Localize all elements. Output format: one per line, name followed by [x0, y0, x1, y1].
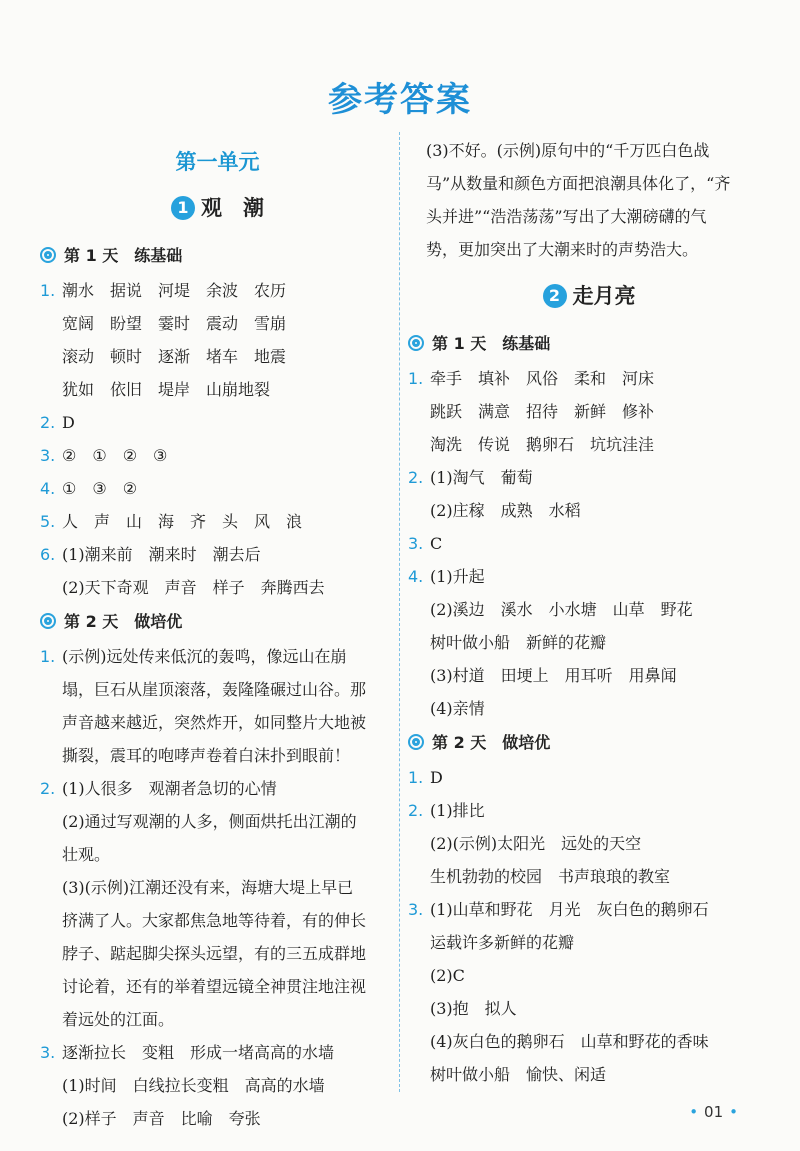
day-heading-label: 第 2 天 做培优	[432, 733, 551, 752]
answer-line: 逐渐拉长 变粗 形成一堵高高的水墙	[62, 1043, 335, 1062]
answer-line: 马”从数量和颜色方面把浪潮具体化了，“齐	[426, 174, 731, 193]
answer-line: 淘洗 传说 鹅卵石 坑坑洼洼	[430, 435, 655, 454]
answer-line: 人 声 山 海 齐 头 风 浪	[62, 512, 303, 531]
answer-line: ② ① ② ③	[62, 446, 168, 465]
answer-line: 塌，巨石从崖顶滚落，轰隆隆碾过山谷。那	[62, 680, 367, 699]
question-number: 1.	[40, 647, 56, 666]
answer-line: (2)C	[430, 966, 465, 985]
answer-line: (3)(示例)江潮还没有来，海塘大堤上早已	[62, 878, 354, 897]
answer-line: 牵手 填补 风俗 柔和 河床	[430, 369, 655, 388]
answer-line: (3)村道 田埂上 用耳听 用鼻闻	[430, 666, 677, 685]
answer-line: (1)淘气 葡萄	[430, 468, 533, 487]
answer-line: (2)样子 声音 比喻 夸张	[62, 1109, 261, 1128]
page-title: 参考答案	[328, 80, 472, 120]
answer-line: ① ③ ②	[62, 479, 138, 498]
question-number: 1.	[408, 768, 424, 787]
question-number: 3.	[40, 1043, 56, 1062]
target-circle-icon	[40, 613, 56, 629]
lesson-number-badge: 1	[171, 196, 195, 220]
day-heading	[408, 729, 770, 757]
question-number: 3.	[408, 900, 424, 919]
question-block	[40, 538, 395, 604]
question-block	[40, 406, 395, 439]
target-circle-icon	[408, 335, 424, 351]
answer-line: (2)溪边 溪水 小水塘 山草 野花	[430, 600, 693, 619]
question-number: 5.	[40, 512, 56, 531]
bullet-dot-icon: •	[689, 1103, 699, 1121]
answer-line: 树叶做小船 愉快、闲适	[430, 1065, 607, 1084]
answer-line: (1)升起	[430, 567, 485, 586]
question-block	[40, 472, 395, 505]
question-number: 2.	[40, 779, 56, 798]
answer-line: 犹如 依旧 堤岸 山崩地裂	[62, 380, 271, 399]
question-number: 3.	[408, 534, 424, 553]
unit-title: 第一单元	[175, 150, 260, 174]
answer-line: (1)人很多 观潮者急切的心情	[62, 779, 277, 798]
answer-line: 树叶做小船 新鲜的花瓣	[430, 633, 607, 652]
question-number: 2.	[40, 413, 56, 432]
question-block	[40, 640, 395, 772]
question-number: 2.	[408, 801, 424, 820]
answer-line: (2)庄稼 成熟 水稻	[430, 501, 581, 520]
answer-line: (1)山草和野花 月光 灰白色的鹅卵石	[430, 900, 709, 919]
answer-line: 挤满了人。大家都焦急地等待着，有的伸长	[62, 911, 367, 930]
answer-line: 讨论着，还有的举着望远镜全神贯注地注视	[62, 977, 367, 996]
question-block	[40, 505, 395, 538]
lesson-number-badge: 2	[543, 284, 567, 308]
question-block	[408, 461, 770, 527]
page-number	[683, 1103, 744, 1121]
question-number: 2.	[408, 468, 424, 487]
question-block	[408, 362, 770, 461]
day-heading	[408, 330, 770, 358]
answer-line: (示例)远处传来低沉的轰鸣，像远山在崩	[62, 647, 347, 666]
answer-line: 滚动 顿时 逐渐 堵车 地震	[62, 347, 287, 366]
answer-line: D	[62, 413, 75, 432]
question-number: 1.	[408, 369, 424, 388]
answer-line: 潮水 据说 河堤 余波 农历	[62, 281, 287, 300]
answer-line: (2)通过写观潮的人多，侧面烘托出江潮的	[62, 812, 357, 831]
column-divider	[399, 132, 400, 1092]
answer-line: 宽阔 盼望 霎时 震动 雪崩	[62, 314, 287, 333]
question-block	[408, 527, 770, 560]
answer-line: 头并进”“浩浩荡荡”写出了大潮磅礴的气	[426, 207, 707, 226]
answer-line: C	[430, 534, 443, 553]
answer-line: 生机勃勃的校园 书声琅琅的教室	[430, 867, 671, 886]
right-column	[408, 132, 770, 1091]
lesson-name: 走月亮	[572, 284, 636, 308]
bullet-dot-icon: •	[729, 1103, 738, 1121]
day-heading-label: 第 1 天 练基础	[432, 334, 551, 353]
lesson-title	[408, 280, 770, 310]
answer-line: (2)(示例)太阳光 远处的天空	[430, 834, 642, 853]
answer-line: 势，更加突出了大潮来时的声势浩大。	[426, 240, 699, 259]
lesson-title	[40, 192, 395, 222]
answer-line: (1)时间 白线拉长变粗 高高的水墙	[62, 1076, 325, 1095]
question-block-continued	[408, 134, 770, 266]
question-block	[40, 274, 395, 406]
left-column	[40, 132, 395, 1135]
answer-line: (4)亲情	[430, 699, 485, 718]
question-block	[408, 761, 770, 794]
day-heading-label: 第 1 天 练基础	[64, 246, 183, 265]
page-number-label: 01	[704, 1103, 724, 1121]
answer-line: (3)不好。(示例)原句中的“千万匹白色战	[426, 141, 710, 160]
question-number: 4.	[40, 479, 56, 498]
answer-line: D	[430, 768, 443, 787]
answer-line: 声音越来越近，突然炸开，如同整片大地被	[62, 713, 367, 732]
question-number: 4.	[408, 567, 424, 586]
answer-line: 脖子、踮起脚尖探头远望，有的三五成群地	[62, 944, 367, 963]
question-block	[408, 560, 770, 725]
question-block	[408, 794, 770, 893]
question-block	[40, 772, 395, 1036]
day-heading	[40, 608, 395, 636]
day-heading	[40, 242, 395, 270]
question-block	[40, 1036, 395, 1135]
target-circle-icon	[40, 247, 56, 263]
answer-line: (3)抱 拟人	[430, 999, 517, 1018]
lesson-name: 观 潮	[201, 196, 264, 220]
answer-line: 壮观。	[62, 845, 111, 864]
answer-line: 运载许多新鲜的花瓣	[430, 933, 575, 952]
answer-line: (4)灰白色的鹅卵石 山草和野花的香味	[430, 1032, 709, 1051]
answer-line: (1)排比	[430, 801, 485, 820]
answer-line: (2)天下奇观 声音 样子 奔腾西去	[62, 578, 325, 597]
target-circle-icon	[408, 734, 424, 750]
question-block	[40, 439, 395, 472]
question-number: 6.	[40, 545, 56, 564]
day-heading-label: 第 2 天 做培优	[64, 612, 183, 631]
answer-line: (1)潮来前 潮来时 潮去后	[62, 545, 261, 564]
question-number: 3.	[40, 446, 56, 465]
answer-line: 着远处的江面。	[62, 1010, 175, 1029]
question-number: 1.	[40, 281, 56, 300]
answer-line: 跳跃 满意 招待 新鲜 修补	[430, 402, 655, 421]
answer-line: 撕裂，震耳的咆哮声卷着白沫扑到眼前！	[62, 746, 351, 765]
question-block	[408, 893, 770, 1091]
